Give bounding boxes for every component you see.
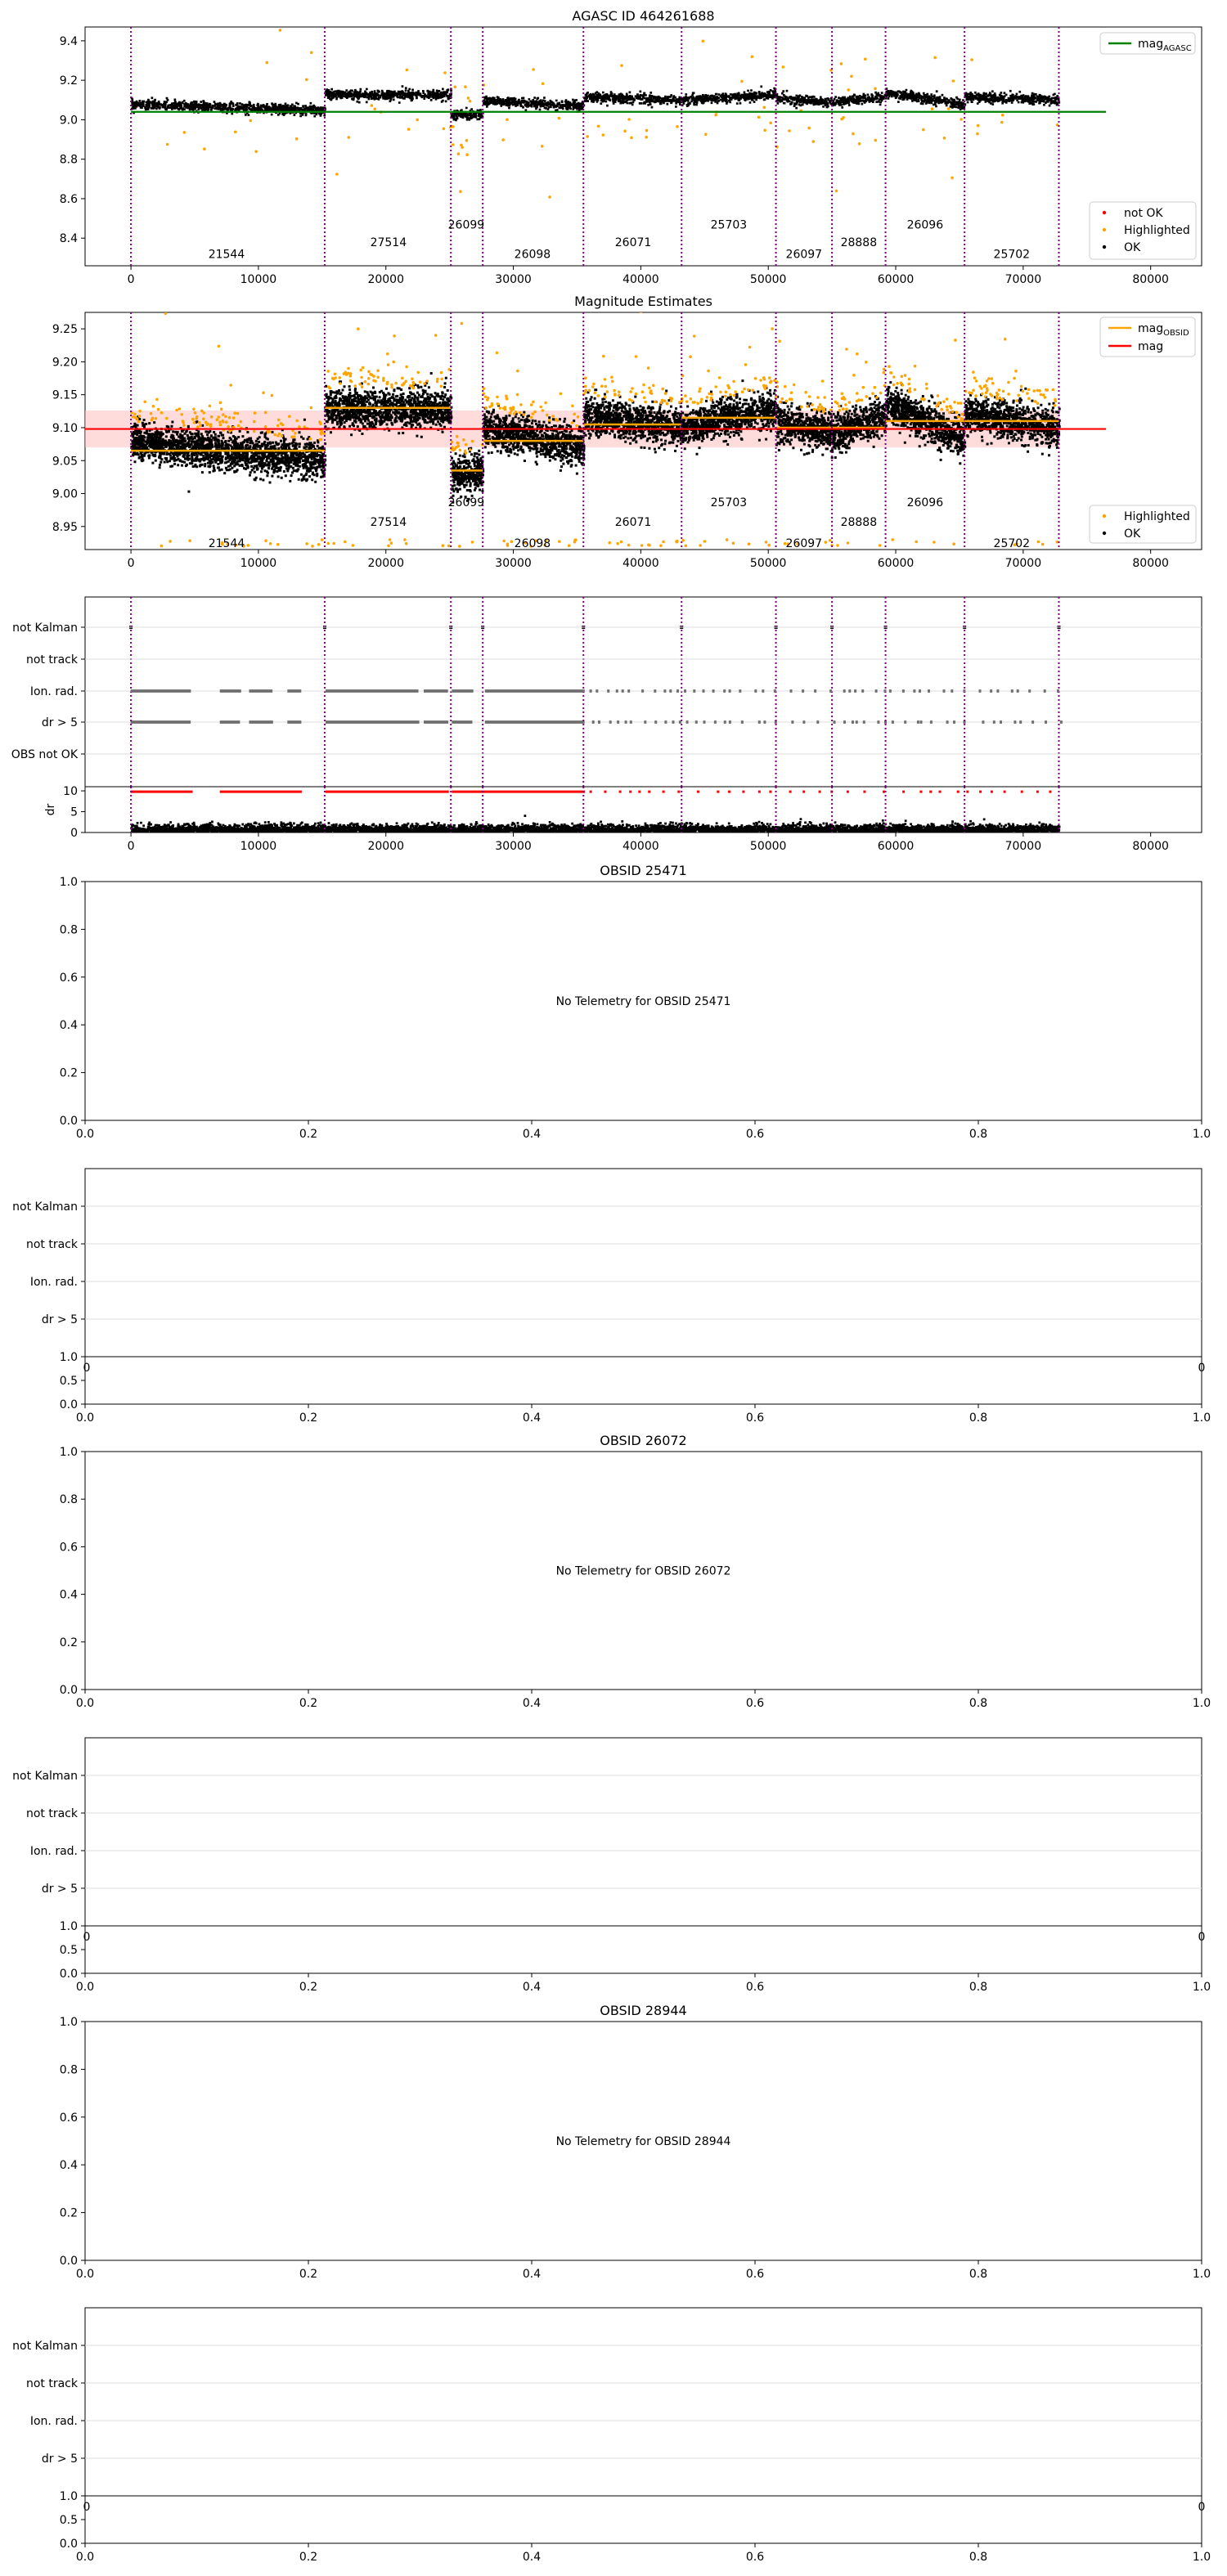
flag-category-label: dr > 5 [41,1313,78,1326]
flags-axes [11,597,1202,853]
dr-x-tick-label: 10000 [240,840,277,853]
x-tick-label: 1.0 [1192,2268,1211,2281]
obsid-label: 25703 [710,218,748,232]
legend-label-sub: AGASC [1163,44,1192,53]
obsid-label: 27514 [370,516,407,530]
flag-category-label: OBS not OK [11,748,78,761]
x-tick-label: 0.2 [299,1128,318,1141]
mag-y-tick-label: 9.10 [52,421,78,435]
flag-category-label: not track [25,1807,78,1820]
x-tick-label: 0.8 [969,1697,988,1710]
agasc-x-tick-label: 0 [127,273,135,286]
agasc-x-tick-label: 40000 [622,273,659,286]
ok-points-26098 [483,96,584,112]
clipped-x-label: 0 [83,1362,91,1375]
y-tick-label: 0.0 [59,1115,78,1128]
x-tick-label: 0.6 [745,1981,765,1994]
highlighted-points-25703 [701,39,772,136]
ok-points-25703 [681,86,777,106]
flag-category-label: Ion. rad. [29,2415,78,2428]
x-tick-label: 1.0 [1192,1697,1211,1710]
dr-tick-label: 10 [63,785,78,799]
agasc-x-tick-label: 20000 [367,273,405,286]
flag-category-label: Ion. rad. [29,1845,78,1858]
flag-category-label: not track [25,653,78,666]
x-tick-label: 0.0 [75,1411,95,1425]
flag-category-label: Ion. rad. [29,685,78,698]
flag-points-sparse [590,690,1062,723]
mag-y-tick-label: 8.95 [52,520,78,534]
y-tick-label: 0.2 [59,2206,78,2220]
small-y-tick-label: 0.5 [59,2514,78,2527]
dr-axis-label: dr [44,803,57,816]
dr-ok-points [131,815,1060,832]
x-tick-label: 0.0 [75,1981,95,1994]
obsid-28944-flags [12,2308,1211,2564]
dr-axes [44,785,1202,853]
x-tick-label: 0.0 [75,1697,95,1710]
x-tick-label: 0.4 [522,1128,542,1141]
x-tick-label: 0.6 [745,1411,765,1425]
dr-x-tick-label: 60000 [877,840,915,853]
obsid-26072-axes [60,1433,1211,1710]
obsid-25471-axes [60,863,1211,1141]
x-tick-label: 0.4 [522,1411,542,1425]
obsid-label: 26099 [447,218,485,232]
x-tick-label: 1.0 [1192,2551,1211,2564]
highlighted-points-26099 [450,85,472,193]
highlighted-points-25702 [970,21,1058,136]
x-tick-label: 0.4 [522,1981,542,1994]
x-tick-label: 0.0 [75,1128,95,1141]
x-tick-label: 0.6 [745,1697,765,1710]
mag-y-tick-label: 9.00 [52,487,78,501]
obsid-label: 26098 [514,536,551,550]
dr-x-tick-label: 40000 [622,840,659,853]
x-tick-label: 0.2 [299,1697,318,1710]
ok-points-21544 [131,97,326,117]
y-tick-label: 0.6 [59,971,78,985]
x-tick-label: 0.6 [745,2268,765,2281]
highlighted-points-21544 [166,16,313,153]
agasc-y-tick-label: 9.4 [59,34,78,48]
dr-x-tick-label: 0 [127,840,135,853]
flag-category-label: Ion. rad. [29,1276,78,1289]
small-y-tick-label: 1.0 [59,2490,78,2503]
dr-x-tick-label: 30000 [495,840,532,853]
y-tick-label: 0.8 [59,2063,78,2077]
dr-tick-label: 0 [70,827,78,840]
legend-marker [1103,211,1106,214]
mag-x-tick-label: 10000 [240,557,277,570]
mag-y-tick-label: 9.25 [52,323,78,337]
flag-category-label: not Kalman [12,1770,78,1783]
clipped-x-label: 0 [83,2501,91,2514]
obsid-label: 27514 [370,236,407,250]
obsid-28944-flags-frame [85,2308,1202,2496]
clipped-x-label: 0 [1198,2501,1206,2514]
x-tick-label: 0.8 [969,2551,988,2564]
mag-legend-bottom [1090,505,1196,543]
small-y-tick-label: 0.0 [59,2538,78,2551]
agasc-y-tick-label: 8.4 [59,232,78,246]
obsid-label: 28888 [840,516,878,530]
y-tick-label: 0.2 [59,1636,78,1649]
x-tick-label: 0.4 [522,2268,542,2281]
obsid-28944-title: OBSID 28944 [600,2003,687,2018]
legend-label: Highlighted [1124,224,1190,237]
legend-marker [1103,228,1106,231]
obsid-26072-flags-small-frame [85,1926,1202,1973]
obsid-label: 25702 [993,248,1031,262]
flag-category-label: not Kalman [12,2340,78,2353]
small-y-tick-label: 0.5 [59,1375,78,1388]
dr-x-tick-label: 50000 [749,840,787,853]
y-tick-label: 0.8 [59,1493,78,1507]
mag-legend-top [1100,317,1195,357]
agasc-y-tick-label: 9.2 [59,74,78,88]
legend-label: OK [1124,241,1141,254]
y-tick-label: 0.4 [59,1588,78,1602]
flag-category-label: dr > 5 [41,716,78,729]
mag-x-tick-label: 80000 [1132,557,1169,570]
highlighted-points-28888 [835,58,877,193]
x-tick-label: 0.8 [969,1411,988,1425]
y-tick-label: 0.6 [59,1541,78,1555]
agasc-x-tick-label: 30000 [495,273,532,286]
flag-category-label: not Kalman [12,622,78,635]
dr-not-ok-points [131,791,1051,792]
dr-x-tick-label: 80000 [1132,840,1169,853]
obsid-label: 26071 [614,516,652,530]
obsid-label: 26096 [906,496,944,509]
flag-category-label: not track [25,2377,78,2390]
x-tick-label: 0.2 [299,2268,318,2281]
obsid-label: 26098 [514,248,551,262]
obsid-28944-flags-small-frame [85,2496,1202,2543]
highlighted-points-27514 [335,69,452,176]
mag-y-tick-label: 9.15 [52,388,78,402]
obsid-25471-flags-small-frame [85,1357,1202,1404]
small-y-tick-label: 0.5 [59,1944,78,1957]
dr-x-tick-label: 70000 [1005,840,1042,853]
small-y-tick-label: 1.0 [59,1351,78,1364]
agasc-axes [60,8,1202,286]
agasc-points [131,13,1106,266]
obsid-label: 21544 [208,248,245,262]
legend-label-main: mag [1138,38,1164,51]
x-tick-label: 0.8 [969,1981,988,1994]
ok-points-25702 [964,91,1059,106]
legend-label: Highlighted [1124,510,1190,523]
clipped-x-label: 0 [1198,1931,1206,1944]
x-tick-label: 1.0 [1192,1411,1211,1425]
agasc-legend-top [1100,33,1195,54]
x-tick-label: 1.0 [1192,1981,1211,1994]
flag-points [129,597,1062,787]
obsid-label: 26099 [447,496,485,509]
flag-category-label: not Kalman [12,1200,78,1214]
ok-points-26099 [451,107,483,120]
mag-axes [52,271,1202,570]
obsid-25471-flags [12,1169,1211,1425]
ok-points-28888 [832,92,887,108]
agasc-x-tick-label: 80000 [1132,273,1169,286]
mag-x-tick-label: 20000 [367,557,405,570]
x-tick-label: 0.0 [75,2268,95,2281]
flag-category-label: not track [25,1238,78,1251]
legend-marker [1103,245,1106,249]
obsid-label: 26096 [906,218,944,232]
legend-marker [1103,514,1106,518]
dr-points [131,787,1060,832]
obsid-label: 25703 [710,496,748,509]
highlighted-points-26098 [482,68,560,199]
flag-category-label: dr > 5 [41,2453,78,2466]
small-y-tick-label: 0.0 [59,1398,78,1411]
x-tick-label: 0.6 [745,2551,765,2564]
agasc-y-tick-label: 8.8 [59,153,78,167]
obsid-26072-flags [12,1738,1211,1994]
mag-y-tick-label: 9.05 [52,455,78,469]
ok-points-26097 [776,90,833,108]
y-tick-label: 0.6 [59,2111,78,2125]
obsid-26072-flags-frame [85,1738,1202,1926]
obsid-25471-no-telemetry-message: No Telemetry for OBSID 25471 [555,995,731,1008]
agasc-title: AGASC ID 464261688 [572,8,715,24]
ok-points-26071 [584,91,683,108]
obsid-25471-flags-frame [85,1169,1202,1357]
mag-x-tick-label: 50000 [749,557,787,570]
ok-points-26099 [451,448,483,504]
y-tick-label: 1.0 [59,1446,78,1459]
legend-label-main: mag [1138,340,1164,353]
y-tick-label: 0.0 [59,2255,78,2268]
x-tick-label: 0.2 [299,1981,318,1994]
obsid-26072-no-telemetry-message: No Telemetry for OBSID 26072 [555,1564,731,1578]
obsid-label: 26097 [785,536,823,550]
flag-category-label: dr > 5 [41,1883,78,1896]
obsid-28944-axes [60,2003,1211,2281]
x-tick-label: 0.4 [522,2551,542,2564]
obsid-25471-title: OBSID 25471 [600,863,687,878]
mag-x-tick-label: 60000 [877,557,915,570]
legend-label [1138,340,1163,353]
y-tick-label: 1.0 [59,2016,78,2029]
small-y-tick-label: 1.0 [59,1920,78,1933]
clipped-x-label: 0 [83,1931,91,1944]
dr-x-tick-label: 20000 [367,840,405,853]
ok-points-26096 [886,88,966,110]
mag-title: Magnitude Estimates [574,294,712,309]
y-tick-label: 0.4 [59,1019,78,1033]
x-tick-label: 0.0 [75,2551,95,2564]
obsid-label: 26071 [614,236,652,250]
agasc-axes-frame [85,27,1202,266]
mag-y-tick-label: 9.20 [52,356,78,370]
agasc-x-tick-label: 60000 [877,273,915,286]
obsid-26072-title: OBSID 26072 [600,1433,687,1448]
clipped-x-label: 0 [1198,1362,1206,1375]
legend-label: OK [1124,527,1141,541]
agasc-legend-bottom [1090,202,1196,259]
y-tick-label: 0.4 [59,2159,78,2173]
x-tick-label: 0.6 [745,1128,765,1141]
y-tick-label: 0.2 [59,1066,78,1080]
obsid-label: 28888 [840,236,878,250]
agasc-x-tick-label: 10000 [240,273,277,286]
obsid-label: 26097 [785,248,823,262]
x-tick-label: 0.8 [969,1128,988,1141]
x-tick-label: 0.2 [299,2551,318,2564]
legend-label: not OK [1124,207,1163,220]
y-tick-label: 0.0 [59,1684,78,1697]
dr-tick-label: 5 [70,806,78,819]
x-tick-label: 0.8 [969,2268,988,2281]
obsid-28944-no-telemetry-message: No Telemetry for OBSID 28944 [555,2135,731,2148]
mag-x-tick-label: 30000 [495,557,532,570]
legend-marker [1103,532,1106,535]
small-y-tick-label: 0.0 [59,1968,78,1981]
legend-label-sub: OBSID [1163,329,1189,338]
agasc-x-tick-label: 70000 [1005,273,1042,286]
ok-points-27514 [325,86,452,103]
mag-x-tick-label: 40000 [622,557,659,570]
agasc-y-tick-label: 9.0 [59,114,78,128]
y-tick-label: 1.0 [59,876,78,889]
x-tick-label: 0.2 [299,1411,318,1425]
x-tick-label: 0.4 [522,1697,542,1710]
mag-x-tick-label: 0 [127,557,135,570]
legend-label-main: mag [1138,322,1164,335]
agasc-y-tick-label: 8.6 [59,192,78,206]
obsid-label: 21544 [208,536,245,550]
obsid-label: 25702 [993,536,1031,550]
mag-x-tick-label: 70000 [1005,557,1042,570]
y-tick-label: 0.8 [59,923,78,937]
agasc-x-tick-label: 50000 [749,273,787,286]
x-tick-label: 1.0 [1192,1128,1211,1141]
